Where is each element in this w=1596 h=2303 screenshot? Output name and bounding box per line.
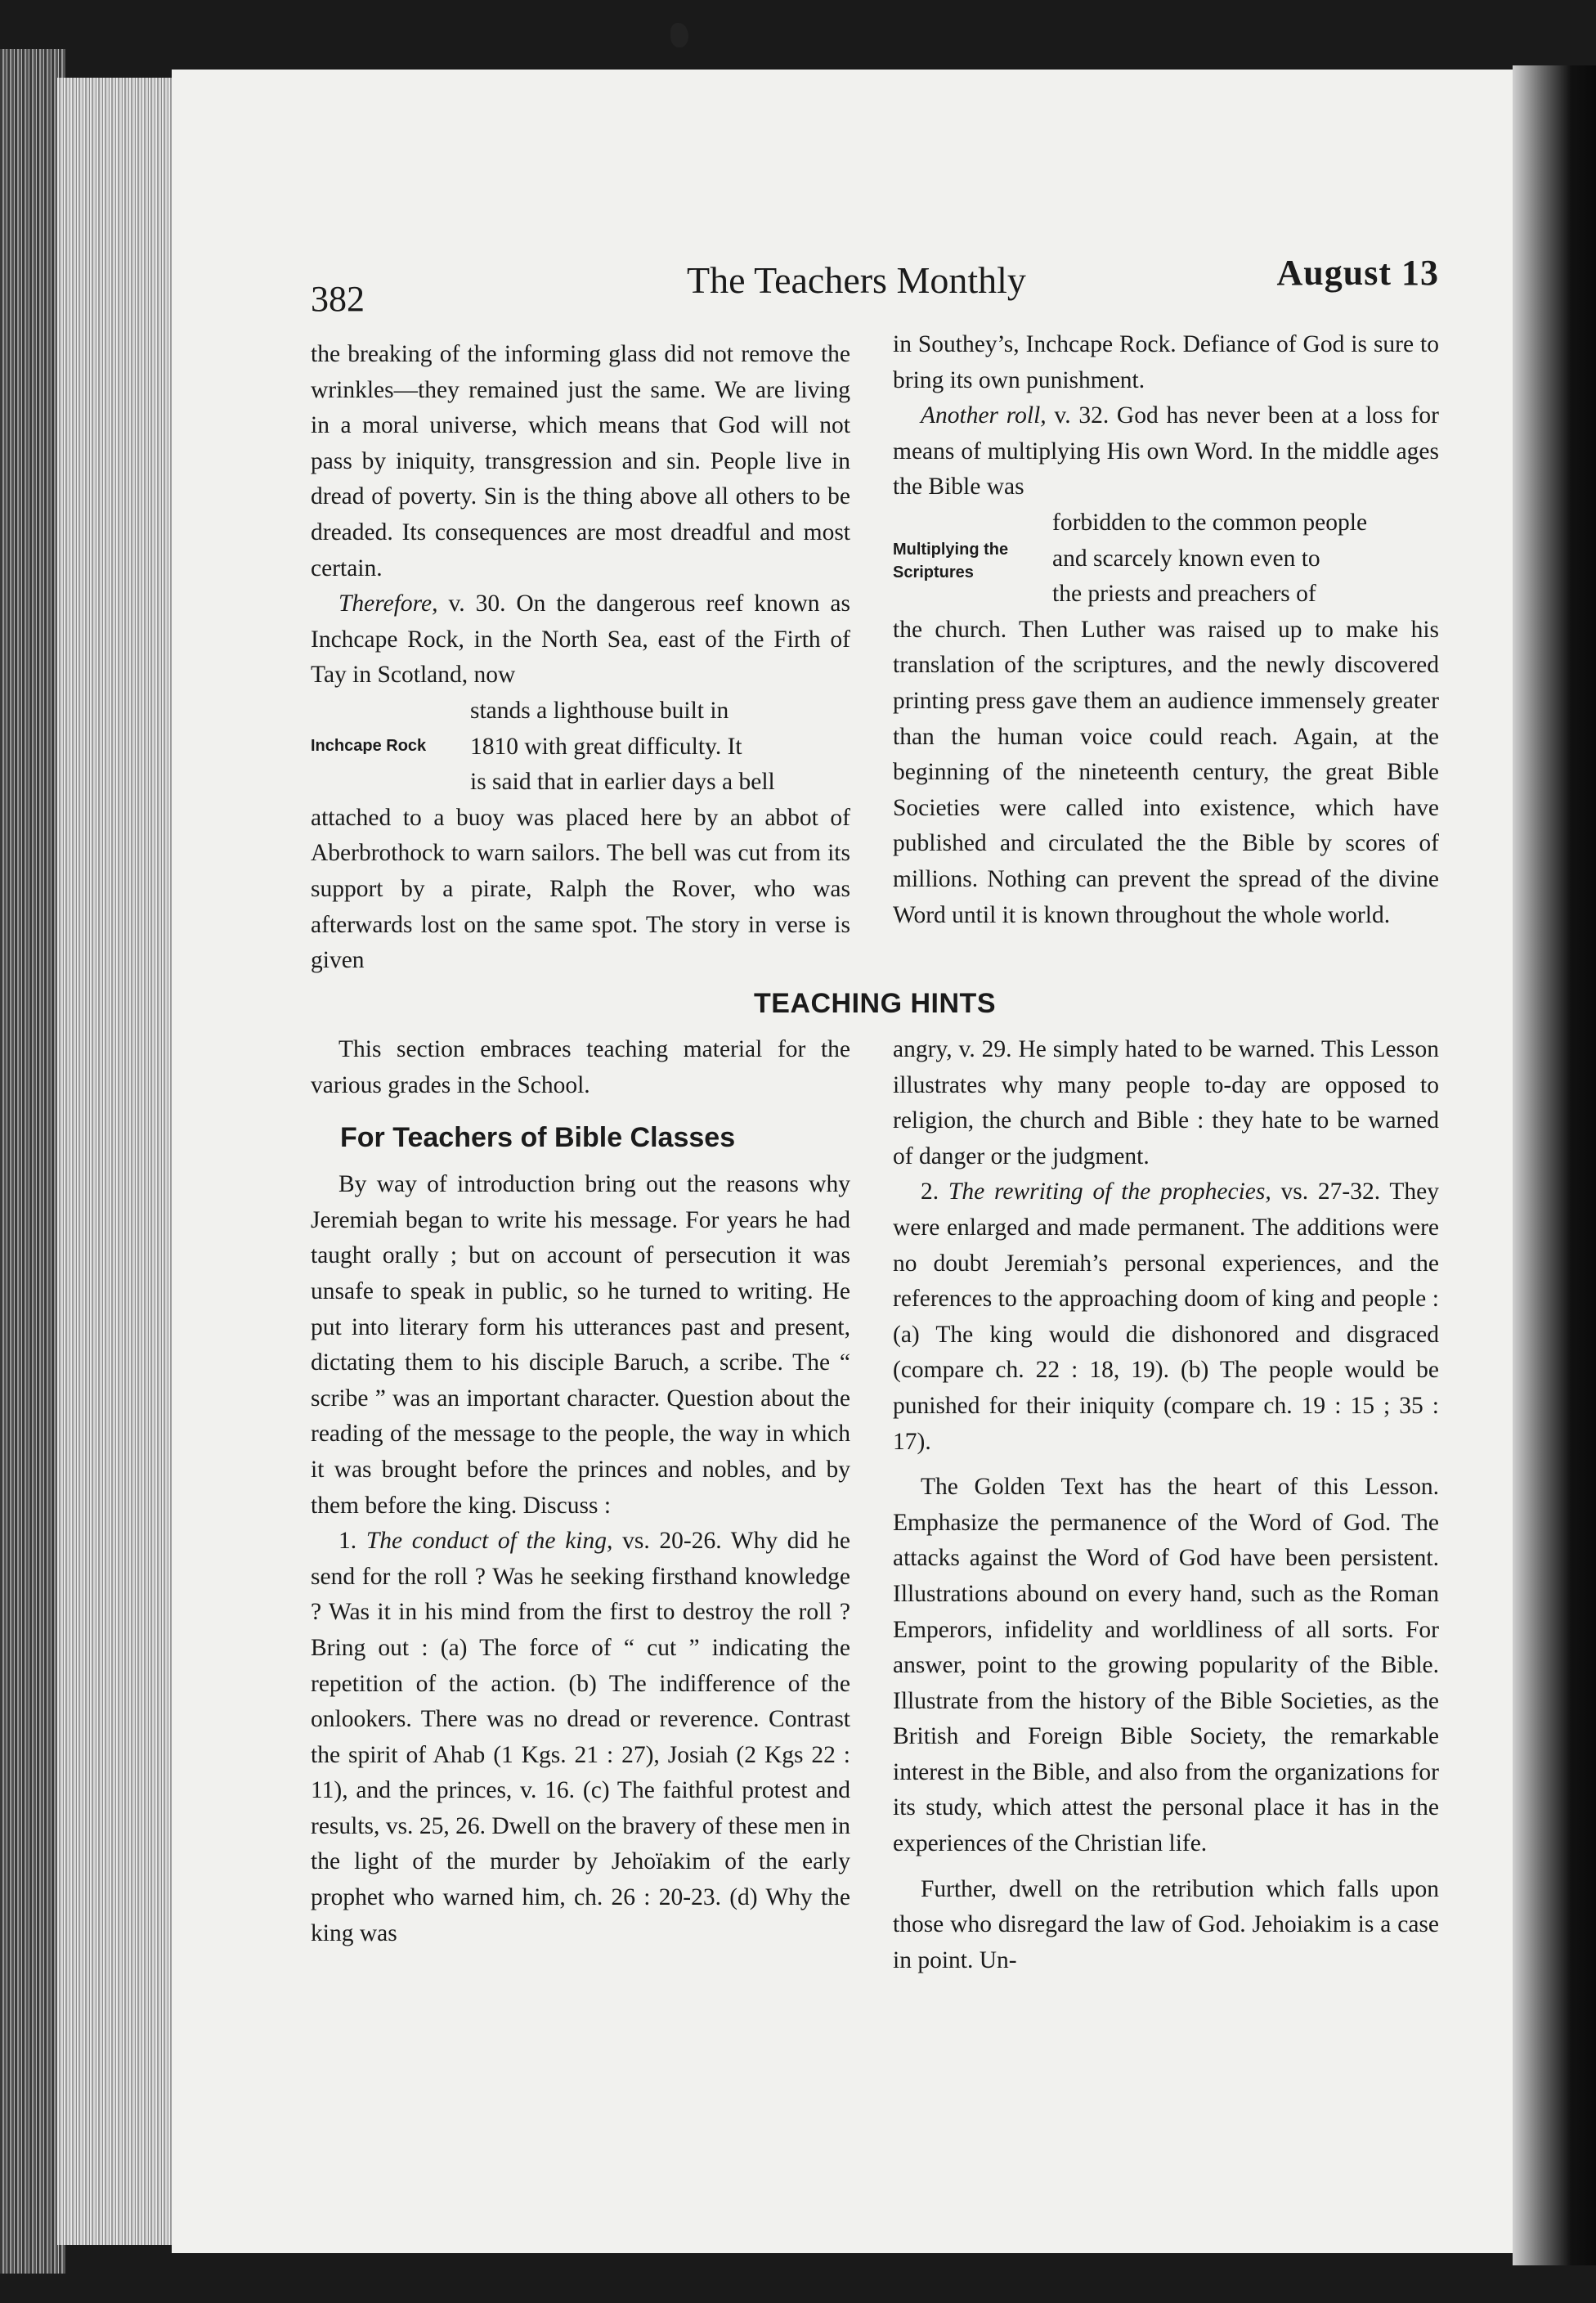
paragraph-text: vs. 27-32. They were enlarged and made permanent. The additions were no doubt Jeremiah’s personal experiences, and the references to the approaching doom of king and people : (a) The king would die dishonored and disgraced (compare ch. 22 : 18, 19). (b) The people would be punished for their iniquity (compare ch. 19 : 15 ; 35 : 17). bbox=[893, 1178, 1439, 1455]
paragraph: Further, dwell on the retribution which falls upon those who disregard the law of God. Jehoiakim is a case in point. Un- bbox=[893, 1875, 1439, 1973]
paragraph: The Golden Text has the heart of this Lesson. Emphasize the permanence of the Word of God. The attacks against the Word of God have been persistent. Illustrations abound on every hand, such as the Roman Emperors, infidelity and worldliness of all sorts. For answer, point to the growing popularity of the Bible. Illustrate from the history of the Bible Societies, as the British and Foreign Bible Society, the remarkable interest in the Bible, and also from the organizations for its study, which attest the personal place it has in the experiences of the Christian life. bbox=[893, 1474, 1439, 1857]
lead-phrase: Therefore, bbox=[338, 590, 438, 617]
book-edge-left bbox=[0, 49, 65, 2274]
journal-title: The Teachers Monthly bbox=[687, 259, 1026, 301]
hang-line: forbidden to the common people bbox=[1052, 509, 1368, 536]
page-number: 382 bbox=[311, 279, 365, 319]
sidenote-line: Scriptures bbox=[893, 563, 974, 581]
sidenote-block bbox=[311, 694, 850, 801]
column-right-bottom bbox=[893, 1032, 1439, 1978]
dust-speck bbox=[670, 23, 688, 47]
issue-date: August 13 bbox=[1276, 253, 1439, 293]
item-number: 2. bbox=[921, 1178, 948, 1205]
sidenote-multiplying bbox=[893, 538, 1008, 584]
paragraph-text: vs. 20-26. Why did he send for the roll ? Was he seeking firsthand knowledge ? Was it in his mind from the first to destroy the roll ? Bring out : (a) The force of “ cut ” indicating the repetition of the action. (b) The indifference of the onlookers. There was no dread or reverence. Contrast the spirit of Ahab (1 Kgs. 21 : 27), Josiah (2 Kgs 22 : 11), and the princes, v. 16. (c) The faithful protest and results, vs. 25, 26. Dwell on the bravery of these men in the light of the murder by Jehoïakim of the early prophet who warned him, ch. 26 : 20-23. (d) Why the king was bbox=[311, 1528, 851, 1946]
hang-line: 1810 with great difficulty. It bbox=[470, 733, 742, 760]
paragraph: angry, v. 29. He simply hated to be warned. This Lesson illustrates why many people to-day are opposed to religion, the church and Bible : they hate to be warned of danger or the judgment. bbox=[893, 1036, 1439, 1169]
paragraph: in Southey’s, Inchcape Rock. Defiance of God is sure to bring its own punishment. bbox=[893, 331, 1439, 393]
hang-line: and scarcely known even to bbox=[1052, 545, 1320, 572]
sidenote-inchcape-rock: Inchcape Rock bbox=[311, 736, 427, 755]
sidenote-block bbox=[893, 505, 1439, 613]
paragraph-item-1 bbox=[311, 1524, 850, 1951]
sidenote-line: Multiplying the bbox=[893, 540, 1009, 559]
item-number: 1. bbox=[338, 1528, 366, 1555]
hang-line: stands a lighthouse built in bbox=[470, 697, 729, 724]
running-header bbox=[311, 245, 1439, 319]
paragraph-text: attached to a buoy was placed here by an abbot of Aberbrothock to warn sailors. The bell was cut from its support by a pirate, Ralph the Rover, who was afterwards lost on the same spot. The story in verse is given bbox=[311, 804, 850, 974]
column-right-top bbox=[893, 327, 1439, 933]
hang-line: is said that in earlier days a bell bbox=[470, 769, 775, 796]
paragraph-text: v. 30. On the dangerous reef known as Inchcape Rock, in the North Sea, east of the Firth of Tay in Scotland, now bbox=[311, 590, 850, 689]
paragraph-intro: This section embraces teaching material for the various grades in the School. bbox=[311, 1036, 850, 1098]
section-heading: TEACHING HINTS bbox=[754, 988, 996, 1019]
lead-phrase: The conduct of the king, bbox=[365, 1528, 613, 1555]
paragraph-item-2 bbox=[893, 1174, 1439, 1460]
paragraph-another-roll bbox=[893, 398, 1439, 505]
paragraph-text: v. 32. God has never been at a loss for means of multiplying His own Word. In the middle ages the Bible was bbox=[893, 402, 1439, 501]
paragraph: By way of introduction bring out the reasons why Jeremiah began to write his message. For years he had taught orally ; but on account of persecution it was unsafe to speak in public, so he turned to writing. He put into literary form his utterances past and present, dictating them to his disciple Baruch, a scribe. The “ scribe ” was an important character. Question about the reading of the message to the people, the way in which it was brought before the princes and nobles, and by them before the king. Discuss : bbox=[311, 1171, 850, 1519]
column-left-top bbox=[311, 337, 850, 979]
paragraph-text: the church. Then Luther was raised up to make his translation of the scriptures, and the newly discovered printing press gave them an audience immensely greater than the human voice could reach. Again, at the beginning of the nineteenth century, the great Bible Societies were called into existence, which have published and circulated the the Bible by scores of millions. Nothing can prevent the spread of the divine Word until it is known throughout the whole world. bbox=[893, 616, 1439, 928]
lead-phrase: The rewriting of the prophecies, bbox=[948, 1178, 1271, 1205]
hang-line: the priests and preachers of bbox=[1052, 581, 1316, 608]
page-stack bbox=[57, 78, 176, 2245]
paragraph: the breaking of the informing glass did not remove the wrinkles—they remained just the same. We are living in a moral universe, which means that God will not pass by iniquity, transgression and sin. People live in dread of poverty. Sin is the thing above all others to be dreaded. Its consequences are most dreadful and most certain. bbox=[311, 341, 850, 581]
lead-phrase: Another roll, bbox=[921, 402, 1047, 429]
column-left-bottom bbox=[311, 1032, 850, 1951]
paragraph-therefore bbox=[311, 586, 850, 694]
subheading: For Teachers of Bible Classes bbox=[340, 1122, 736, 1154]
book-gutter bbox=[1513, 65, 1596, 2265]
